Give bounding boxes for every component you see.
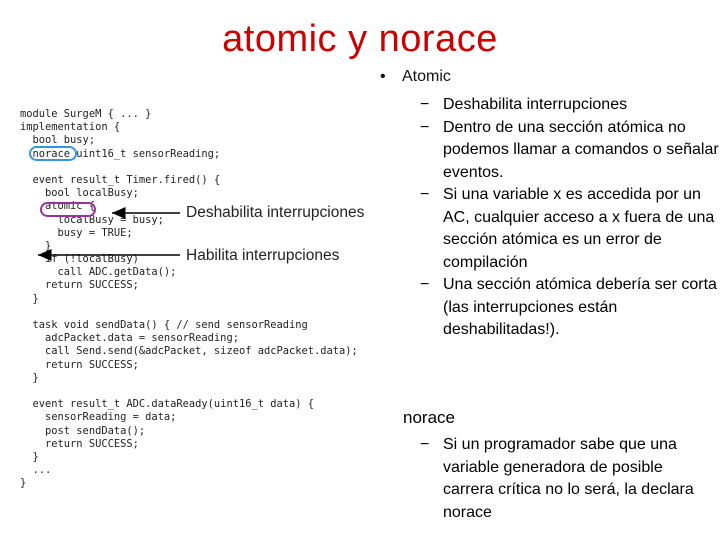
code-line: sensorReading = data; — [20, 411, 177, 424]
norace-items — [420, 434, 710, 524]
code-line: task void sendData() { // send sensorReading — [20, 319, 308, 331]
code-line: post sendData(); — [20, 424, 146, 437]
dash-icon: − — [420, 276, 430, 293]
code-line: } — [20, 450, 39, 463]
sub-item — [420, 434, 710, 524]
dash-icon: − — [420, 186, 430, 203]
code-line: event result_t ADC.dataReady(uint16_t data) { — [20, 398, 315, 411]
code-line: call Send.send(&adcPacket, sizeof adcPacket.data); — [20, 345, 358, 358]
code-line: } — [20, 239, 52, 252]
sub-item-text: Dentro de una sección atómica no podemos llamar a comandos o señalar eventos. — [443, 118, 719, 181]
code-line: return SUCCESS; — [20, 279, 139, 292]
code-line: busy = TRUE; — [20, 226, 133, 239]
atomic-heading: • Atomic — [380, 66, 451, 89]
code-line: } — [20, 477, 27, 490]
code-line: module SurgeM { ... } — [20, 108, 152, 120]
code-line: event result_t Timer.fired() { — [20, 173, 221, 186]
code-line: adcPacket.data = sensorReading; — [20, 332, 239, 345]
bullet-icon: • — [380, 68, 386, 85]
callout-enable: Habilita interrupciones — [186, 247, 340, 264]
code-line: return SUCCESS; — [20, 358, 139, 371]
code-line: implementation { — [20, 121, 121, 134]
code-line: ... — [20, 464, 52, 477]
sub-item-text: Si una variable x es accedida por un AC, cualquier acceso a x fuera de una sección atómica es un error de compilación — [443, 186, 715, 271]
sub-item-text: Una sección atómica debería ser corta (las interrupciones están deshabilitadas!). — [443, 276, 717, 338]
code-line: atomic { — [20, 200, 96, 213]
atomic-items — [420, 94, 720, 342]
slide-title: atomic y norace — [222, 18, 498, 60]
code-line: } — [20, 292, 39, 305]
code-line: call ADC.getData(); — [20, 266, 177, 279]
sub-item — [420, 184, 720, 274]
code-line: norace uint16_t sensorReading; — [20, 147, 221, 160]
code-line: bool busy; — [20, 134, 96, 147]
callout-disable: Deshabilita interrupciones — [186, 204, 365, 221]
dash-icon: − — [420, 96, 430, 113]
norace-heading: norace — [403, 408, 455, 427]
code-line: if (!localBusy) — [20, 253, 139, 266]
sub-item — [420, 117, 720, 185]
dash-icon: − — [420, 436, 430, 453]
code-line: bool localBusy; — [20, 187, 139, 200]
sub-item — [420, 274, 720, 342]
dash-icon: − — [420, 118, 430, 136]
code-line: } — [20, 371, 39, 384]
sub-item-text: Si un programador sabe que una variable generadora de posible carrera crítica no lo será, la declara norace — [443, 436, 694, 521]
code-line: localBusy = busy; — [20, 213, 164, 226]
sub-item — [420, 94, 720, 117]
sub-item-text: Deshabilita interrupciones — [443, 96, 628, 113]
code-line: return SUCCESS; — [20, 437, 139, 450]
